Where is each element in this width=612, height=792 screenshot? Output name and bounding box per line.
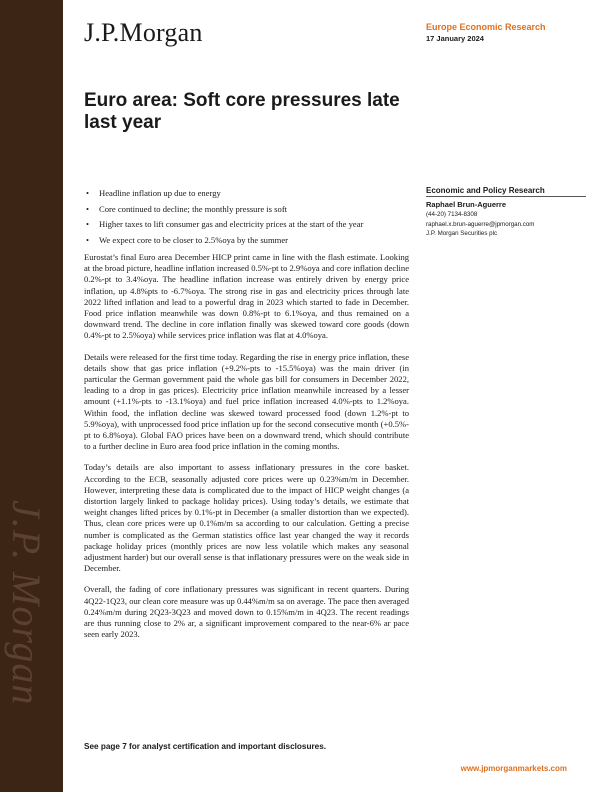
report-body (84, 252, 409, 651)
bullet-icon: • (86, 203, 90, 214)
bullet-icon: • (86, 188, 90, 198)
key-points-list (84, 188, 414, 250)
analyst-email[interactable]: raphael.x.brun-aguerre@jpmorgan.com (426, 220, 535, 228)
side-decorative-bar (0, 0, 63, 792)
key-point (84, 188, 414, 200)
key-point (84, 219, 414, 231)
key-point-text: Headline inflation up due to energy (99, 188, 221, 198)
jpmorgan-logo: J.P.Morgan (84, 18, 203, 47)
bullet-icon: • (86, 219, 90, 229)
bullet-icon: • (86, 234, 90, 245)
analyst-sidebar (426, 186, 586, 239)
report-series: Europe Economic Research (426, 22, 546, 32)
key-point (84, 204, 414, 216)
website-link[interactable]: www.jpmorganmarkets.com (460, 764, 567, 773)
body-paragraph: Today’s details are also important to assess inflationary pressures in the core basket. According to the ECB, seasonally adjusted core prices were up 0.23%m/m in December. However, interpreting these data is complicated due to the impact of HICP weight changes (a distortion largely linked to package holiday prices). Using today’s details, we estimate that weight changes lifted prices by 0.1%-pt in December (a smaller distortion than we expected). Thus, clean core prices were up 0.1%m/m sa according to our calculation. Getting a precise number is complicated as the German statistics office last year changed the way it records package holiday prices (monthly prices are now less volatile which makes any seasonal adjustment harder) but our overall sense is that inflationary pressures were on the weak side in December. (84, 462, 409, 574)
analyst-firm: J.P. Morgan Securities plc (426, 230, 498, 237)
analyst-name: Raphael Brun-Aguerre (426, 200, 507, 209)
key-point-text: We expect core to be closer to 2.5%oya by the summer (99, 234, 289, 245)
key-point-text: Higher taxes to lift consumer gas and electricity prices at the start of the year (99, 219, 364, 229)
analyst-phone: (44-20) 7134-8308 (426, 211, 478, 218)
jpmorgan-watermark-logo: J.P. Morgan (4, 500, 49, 706)
page-title: Euro area: Soft core pressures late last year (84, 90, 400, 133)
key-point-text: Core continued to decline; the monthly pressure is soft (99, 203, 288, 214)
sidebar-heading: Economic and Policy Research (426, 186, 586, 197)
key-point (84, 235, 414, 247)
disclosure-note: See page 7 for analyst certification and important disclosures. (84, 742, 327, 751)
body-paragraph: Overall, the fading of core inflationary pressures was significant in recent quarters. During 4Q22-1Q23, our clean core measure was up 0.44%m/m sa on average. The pace then averaged 0.24%m/m during 2Q23-3Q23 and moved down to 0.15%m/m in 4Q23. The recent readings are thus running close to 2% ar, a significant improvement compared to the near-6% ar pace seen early 2023. (84, 584, 409, 640)
report-date: 17 January 2024 (426, 34, 484, 43)
body-paragraph: Details were released for the first time today. Regarding the rise in energy price inflation, these details show that gas price inflation (+9.2%-pts to -15.5%oya) was the main driver (in particular the German government paid the whole gas bill for consumers in December 2022, leading to a drop in gas prices). Electricity price inflation meanwhile increased by a lesser amount (+1.1%-pts to -13.1%oya) and fuel price inflation increased 4.0%-pts to 1.2%oya. Within food, the inflation decline was skewed toward processed food (down 1.2%-pt to 5.9%oya), with unprocessed food price inflation up for the second consecutive month (+0.5%-pt to 6.8%oya). Global FAO prices have been on a downward trend, which should contribute to a further decline in Euro area food price inflation in the coming months. (84, 351, 409, 452)
body-paragraph: Eurostat’s final Euro area December HICP print came in line with the flash estimate. Looking at the broad picture, headline inflation increased 0.5%-pt to 2.9%oya and core inflation decline 0.2%-pt to 3.4%oya. The headline inflation increase was entirely driven by energy price inflation, up 4.8%pts to -6.7%oya. The strong rise in gas and electricity prices through late 2022 lifted inflation and lead to a powerful drag in 2023 which started to fade in December. Food price inflation meanwhile was down 0.8%-pt to 6.1%oya, and thus remained on a downward trend. The decline in core inflation finally was skewed toward core goods (down 0.4%-pt to 2.5%oya) while services price inflation was flat at 4.0%oya. (84, 252, 409, 341)
